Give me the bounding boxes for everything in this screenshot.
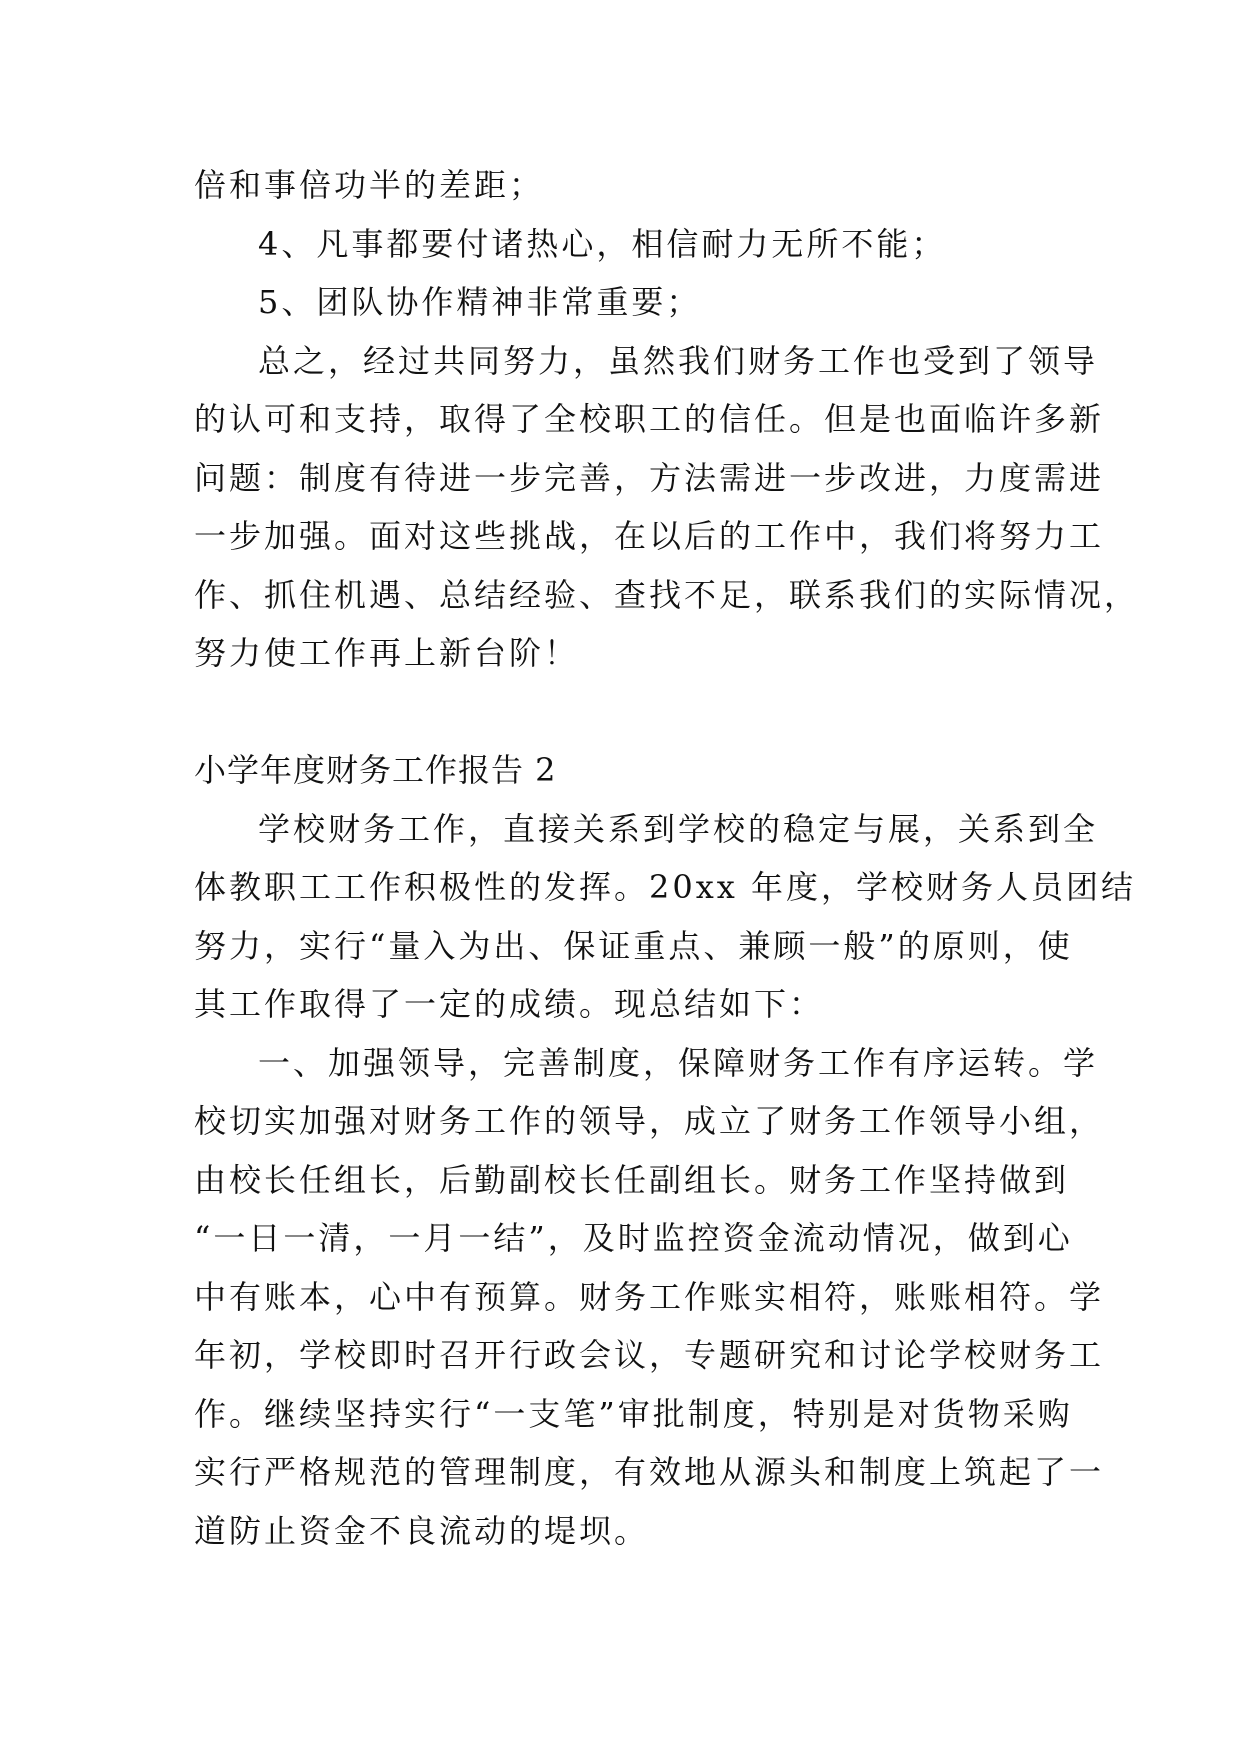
paragraph-line: 校切实加强对财务工作的领导，成立了财务工作领导小组， xyxy=(194,1102,1105,1140)
paragraph-line: 其工作取得了一定的成绩。现总结如下： xyxy=(194,985,825,1023)
paragraph-line: 作、抓住机遇、总结经验、查找不足，联系我们的实际情况， xyxy=(194,575,1140,614)
list-item: 4、凡事都要付诸热心，相信耐力无所不能； xyxy=(258,224,947,263)
paragraph-line: 作。继续坚持实行“一支笔”审批制度，特别是对货物采购 xyxy=(194,1394,1073,1433)
paragraph-line: “一日一清，一月一结”，及时监控资金流动情况，做到心 xyxy=(194,1219,1073,1257)
section-title: 小学年度财务工作报告 2 xyxy=(194,751,557,789)
paragraph-line: 由校长任组长，后勤副校长任副组长。财务工作坚持做到 xyxy=(194,1160,1070,1199)
paragraph-line: 学校财务工作，直接关系到学校的稳定与展，关系到全 xyxy=(258,809,1099,848)
paragraph-line: 体教职工工作积极性的发挥。20xx 年度，学校财务人员团结 xyxy=(194,868,1136,906)
paragraph-line: 努力，实行“量入为出、保证重点、兼顾一般”的原则，使 xyxy=(194,926,1073,965)
paragraph-line: 努力使工作再上新台阶！ xyxy=(194,634,580,672)
paragraph-line: 问题：制度有待进一步完善，方法需进一步改进，力度需进 xyxy=(194,458,1105,497)
paragraph-line: 一、加强领导，完善制度，保障财务工作有序运转。学 xyxy=(258,1043,1099,1082)
paragraph-line: 中有账本，心中有预算。财务工作账实相符，账账相符。学 xyxy=(194,1277,1105,1316)
document-body xyxy=(194,156,1140,1560)
paragraph-line: 倍和事倍功半的差距； xyxy=(194,166,545,204)
section-spacer xyxy=(194,683,1066,742)
paragraph-line: 实行严格规范的管理制度，有效地从源头和制度上筑起了一 xyxy=(194,1453,1105,1491)
list-item: 5、团队协作精神非常重要； xyxy=(258,283,702,321)
paragraph-line: 一步加强。面对这些挑战，在以后的工作中，我们将努力工 xyxy=(194,517,1105,555)
paragraph-line: 的认可和支持，取得了全校职工的信任。但是也面临许多新 xyxy=(194,400,1105,438)
paragraph-line: 道防止资金不良流动的堤坝。 xyxy=(194,1511,650,1550)
paragraph-line: 总之，经过共同努力，虽然我们财务工作也受到了领导 xyxy=(258,341,1099,380)
paragraph-line: 年初，学校即时召开行政会议，专题研究和讨论学校财务工 xyxy=(194,1336,1105,1374)
